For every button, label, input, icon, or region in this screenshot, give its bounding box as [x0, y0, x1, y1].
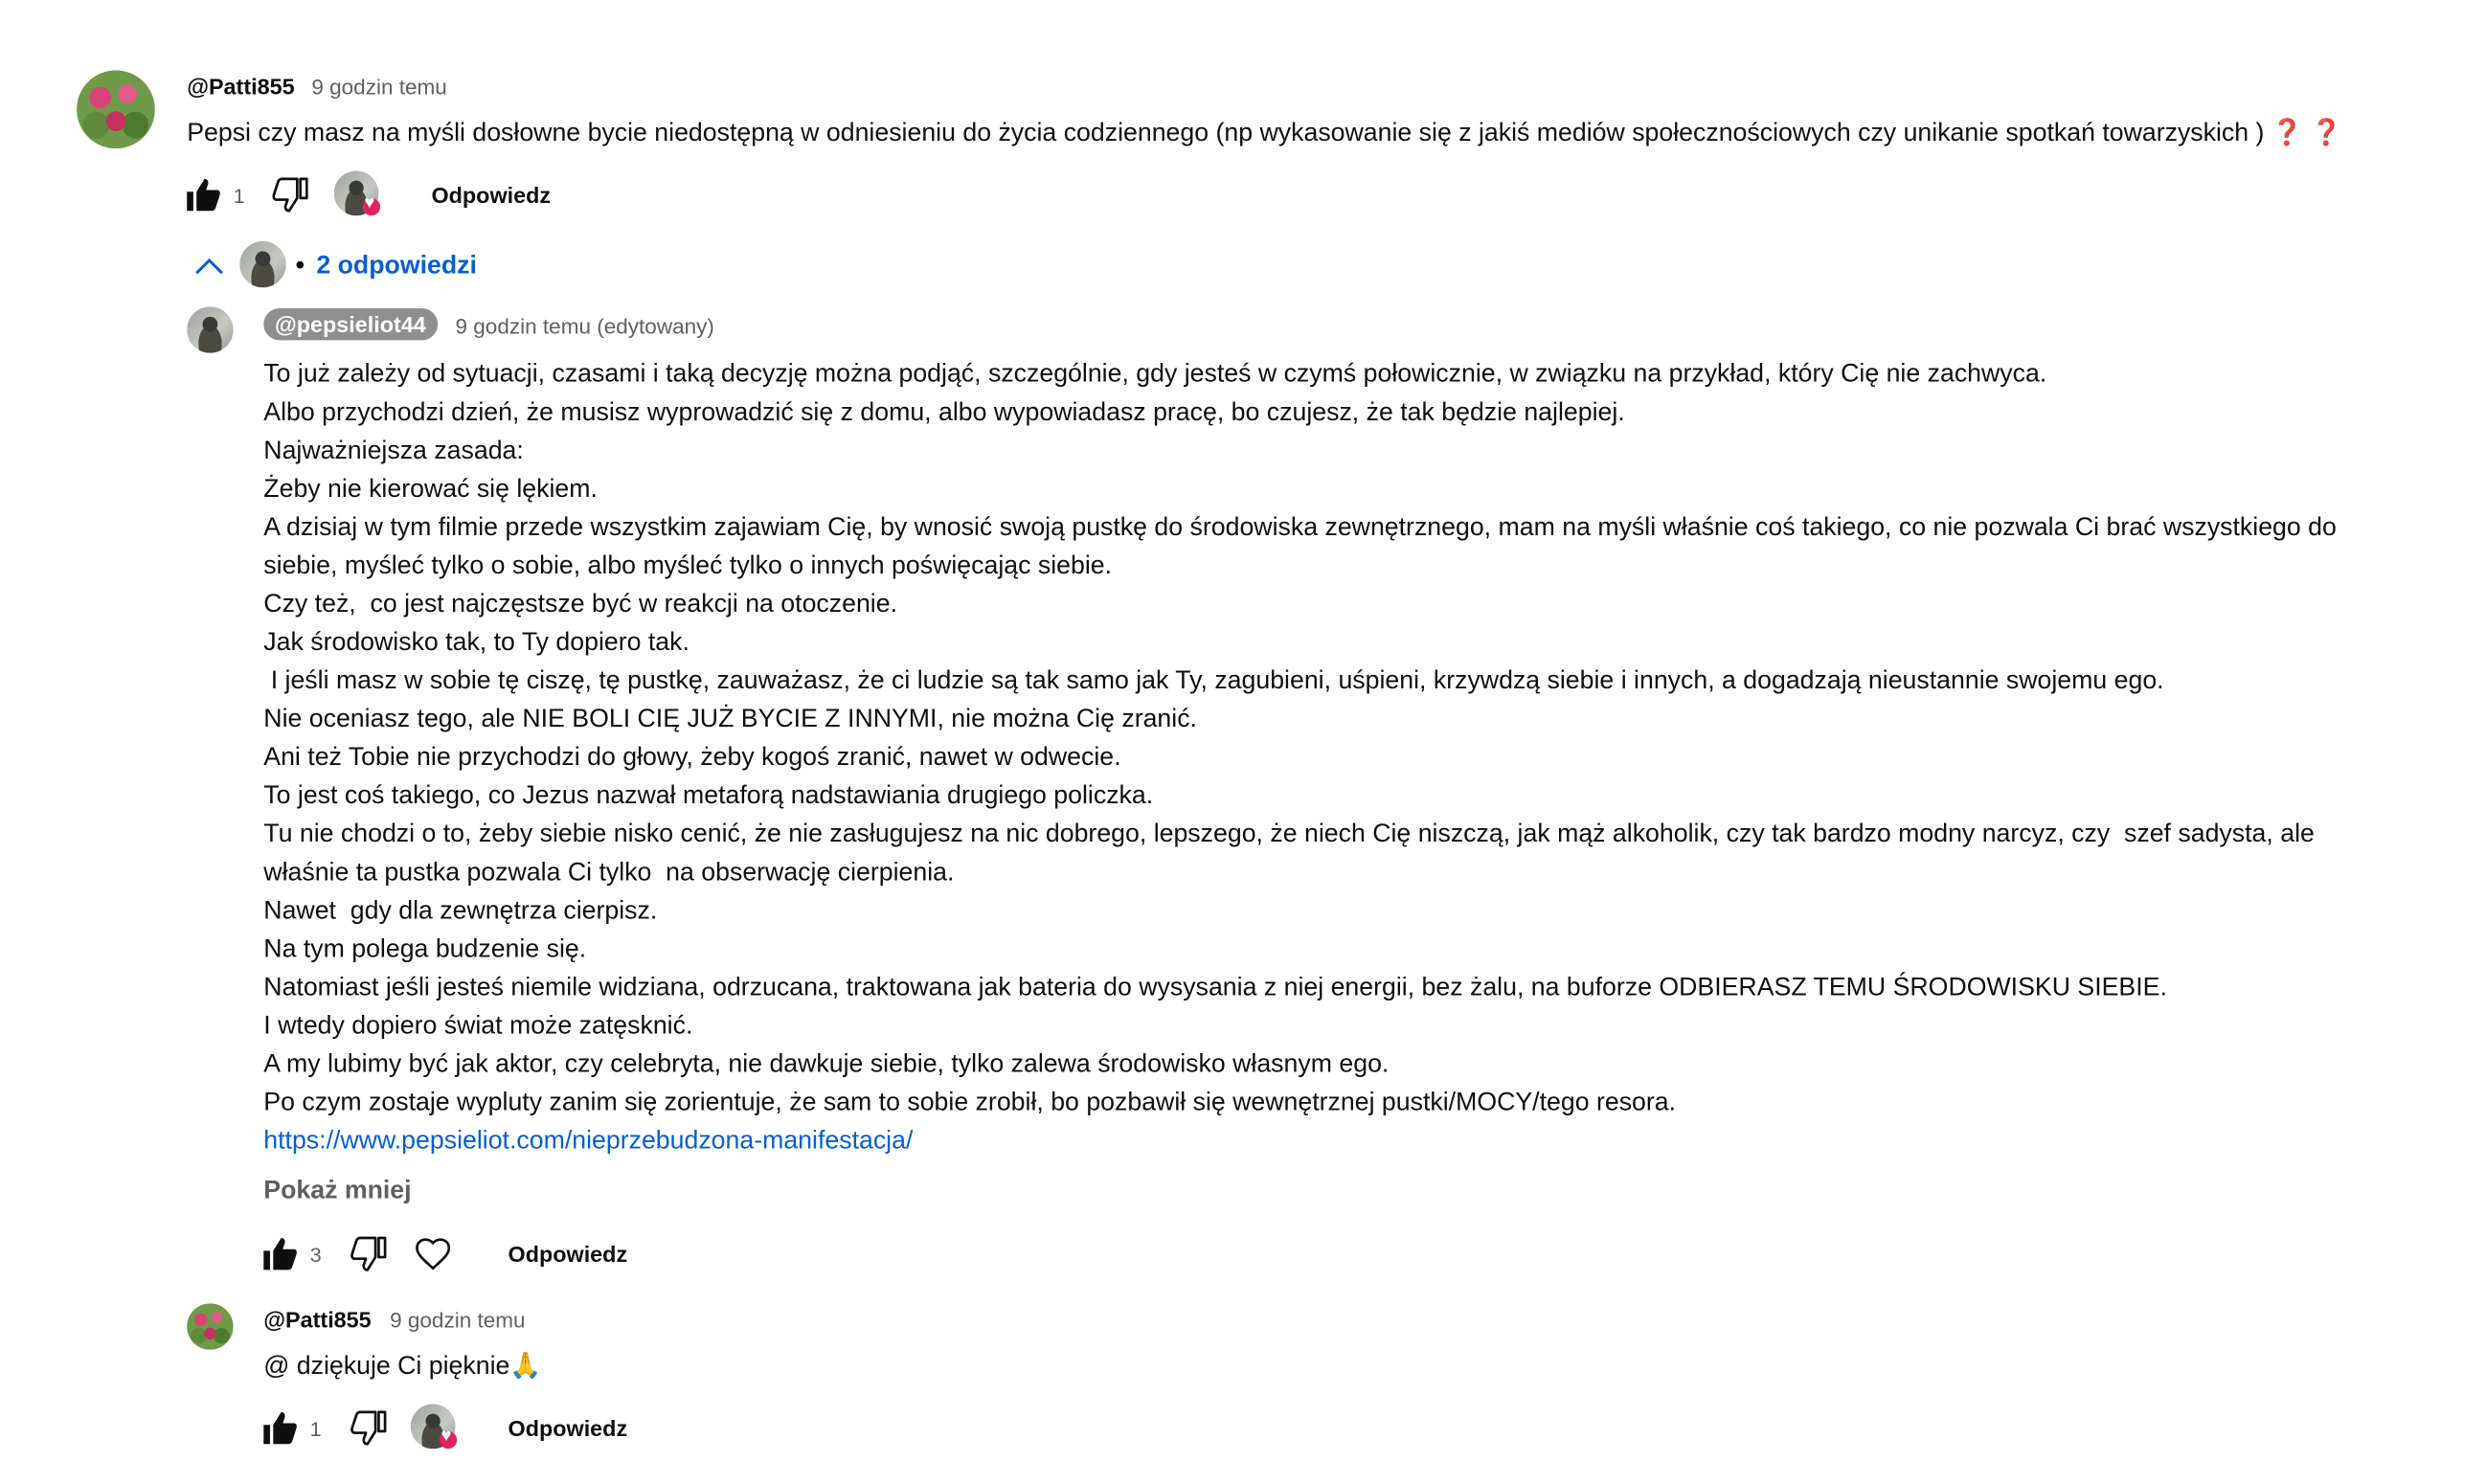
- avatar[interactable]: [187, 1303, 233, 1349]
- thumbs-down-icon[interactable]: [328, 0, 363, 7]
- reply-line: I jeśli masz w sobie tę ciszę, tę pustkę, zauważasz, że ci ludzie są tak samo jak Ty, zagubieni, uśpieni, krzywdzą siebie i innych, a dogadzają nieustannie swojemu ego.: [263, 667, 2164, 695]
- reply-line: A my lubimy być jak aktor, czy celebryta, nie dawkuje siebie, tylko zalewa środowisko własnym ego.: [263, 1050, 1390, 1079]
- reply-line: Natomiast jeśli jesteś niemile widziana, odrzucana, traktowana jak bateria do wysysania z niej energii, bez żalu, na buforze ODBIERASZ TEMU ŚRODOWISKU SIEBIE.: [263, 974, 2167, 1002]
- reply-line: Albo przychodzi dzień, że musisz wyprowadzić się z domu, albo wypowiadasz pracę, bo czujesz, że tak będzie najlepiej.: [263, 399, 1625, 427]
- reply-line: Na tym polega budzenie się.: [263, 935, 587, 964]
- reply-line: Nawet gdy dla zewnętrza cierpisz.: [263, 897, 658, 926]
- reply-author[interactable]: @Patti855: [263, 1306, 372, 1333]
- question-emoji: ❓ ❓: [2271, 120, 2342, 147]
- reply-line: To już zależy od sytuacji, czasami i taką decyzję można podjąć, szczególnie, gdy jesteś w czymś połowicznie, w związku na przykład, który Cię nie zachwyca.: [263, 361, 2047, 389]
- reply-line: siebie, myśleć tylko o sobie, albo myśleć tylko o innych poświęcając siebie.: [263, 552, 1113, 580]
- creator-heart-icon: [363, 198, 380, 215]
- reply-line: Jak środowisko tak, to Ty dopiero tak.: [263, 629, 689, 657]
- reply-text: [263, 356, 2476, 1161]
- reply-link[interactable]: https://www.pepsieliot.com/nieprzebudzona-manifestacja/: [263, 1127, 914, 1156]
- thumbs-down-icon[interactable]: [272, 176, 310, 214]
- avatar[interactable]: [187, 306, 233, 352]
- reply-text: @ dziękuje Ci pięknie🙏: [263, 1353, 542, 1381]
- reply-button[interactable]: Odpowiedz: [508, 1241, 628, 1268]
- thumbs-down-icon[interactable]: [350, 1409, 388, 1448]
- reply-line: A dzisiaj w tym filmie przede wszystkim zajawiam Cię, by wnosić swoją pustkę do środowiska zewnętrznego, mam na myśli właśnie coś takiego, co nie pozwala Ci brać wszystkiego do: [263, 514, 2337, 542]
- pray-emoji: 🙏: [509, 1353, 542, 1381]
- collapse-replies-bullet: •: [295, 252, 305, 280]
- reply-line: Tu nie chodzi o to, żeby siebie nisko cenić, że nie zasługujesz na nic dobrego, lepszego, że niech Cię niszczą, jak mąż alkoholik, czy tak bardzo modny narcyz, czy szef sadysta, ale: [263, 821, 2315, 848]
- comment-author[interactable]: @Patti855: [187, 73, 295, 100]
- reply-button[interactable]: Odpowiedz: [508, 1415, 628, 1441]
- like-count: 1: [233, 183, 245, 208]
- heart-outline-icon[interactable]: [392, 0, 427, 7]
- thumbs-up-icon[interactable]: [260, 1235, 299, 1273]
- thumbs-up-icon[interactable]: [263, 0, 299, 7]
- reply-line: właśnie ta pustka pozwala Ci tylko na obserwację cierpienia.: [263, 859, 955, 887]
- thumbs-down-icon[interactable]: [350, 1235, 388, 1273]
- thumbs-up-icon[interactable]: [260, 1409, 299, 1448]
- avatar[interactable]: [77, 70, 155, 148]
- reply-line: Po czym zostaje wypluty zanim się zorientuje, że sam to sobie zrobił, bo pozbawił się wewnętrznej pustki/MOCY/tego resora.: [263, 1089, 1677, 1117]
- comment-timestamp[interactable]: 9 godzin temu: [311, 75, 447, 100]
- reply-line: To jest coś takiego, co Jezus nazwał metaforą nadstawiania drugiego policzka.: [263, 782, 1154, 810]
- creator-chip[interactable]: @pepsieliot44: [263, 308, 437, 340]
- like-count: 3: [309, 1243, 322, 1268]
- reply-button[interactable]: Odpowiedz: [431, 182, 552, 208]
- chevron-up-icon[interactable]: [193, 256, 225, 278]
- thumbs-up-icon[interactable]: [184, 176, 222, 214]
- reply-line: Czy też, co jest najczęstsze być w reakcji na otoczenie.: [263, 591, 897, 618]
- reply-line: I wtedy dopiero świat może zatęsknić.: [263, 1012, 693, 1041]
- replies-toggle-button[interactable]: 2 odpowiedzi: [316, 252, 477, 280]
- reply-line: Najważniejsza zasada:: [263, 438, 524, 465]
- heart-outline-icon[interactable]: [414, 1235, 452, 1273]
- reply-line: Żeby nie kierować się lękiem.: [263, 476, 598, 504]
- like-count: 1: [309, 1416, 322, 1441]
- show-less-button[interactable]: Pokaż mniej: [263, 1177, 412, 1204]
- reply-timestamp[interactable]: 9 godzin temu (edytowany): [455, 314, 714, 339]
- reply-line: Nie oceniasz tego, ale NIE BOLI CIĘ JUŻ BYCIE Z INNYMI, nie można Cię zranić.: [263, 706, 1197, 733]
- reply-timestamp[interactable]: 9 godzin temu: [390, 1308, 526, 1333]
- creator-heart-icon: [440, 1431, 457, 1449]
- reply-line: Ani też Tobie nie przychodzi do głowy, żeby kogoś zranić, nawet w odwecie.: [263, 744, 1121, 772]
- comment-text: Pepsi czy masz na myśli dosłowne bycie niedostępną w odniesieniu do życia codziennego (np wykasowanie się z jakiś mediów społecznościowych czy unikanie spotkań towarzyskich ) ❓ ❓: [187, 120, 2342, 147]
- replier-avatar: [239, 241, 285, 287]
